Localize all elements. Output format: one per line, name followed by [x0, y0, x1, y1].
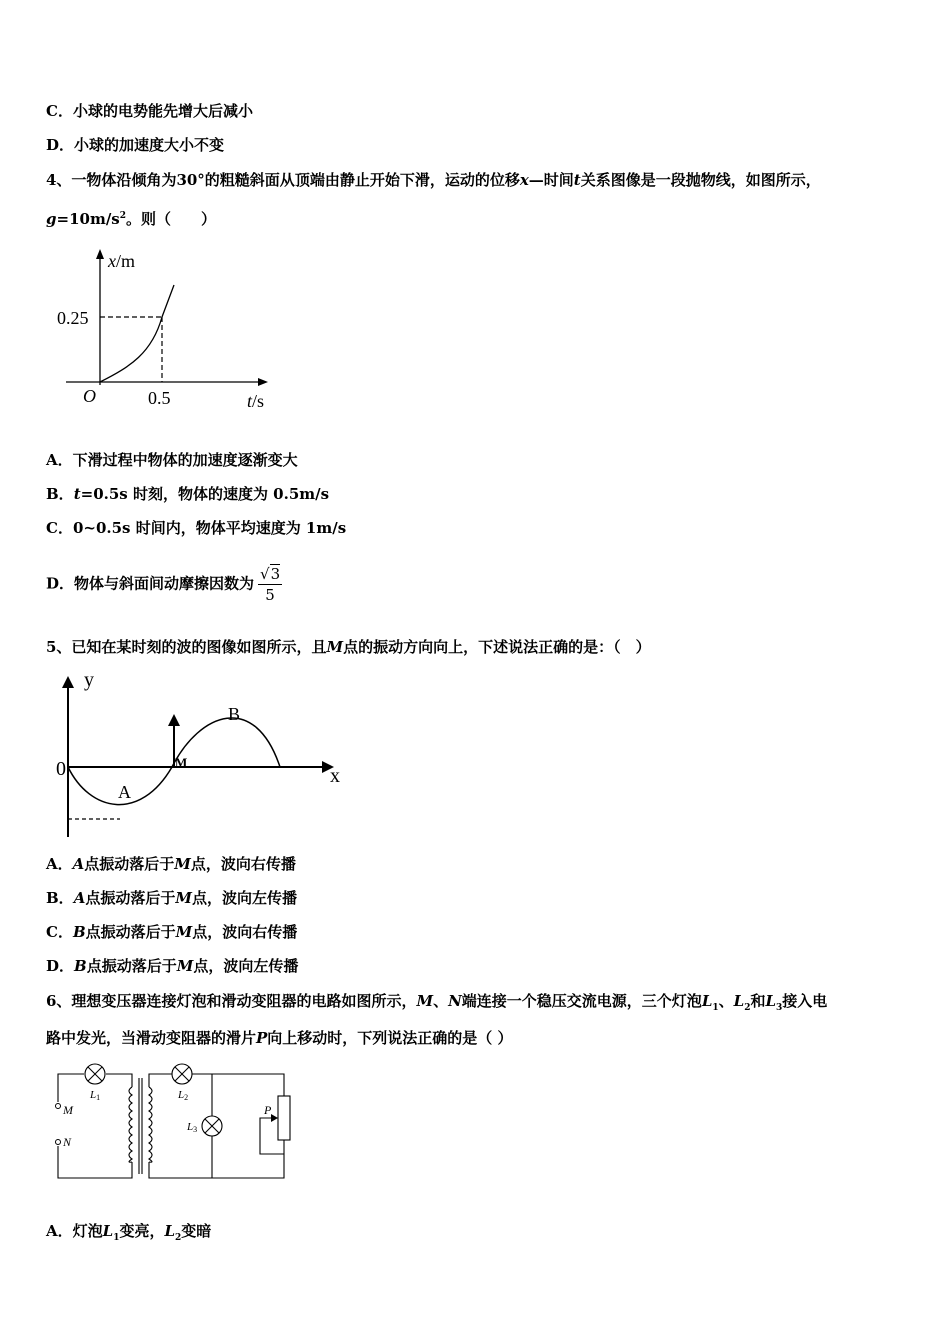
q5-stem-var-m: M — [326, 638, 344, 656]
q4-stem-text: 关系图像是一段抛物线，如图所示， — [580, 171, 821, 189]
q4-stem-var-t: t — [573, 171, 581, 189]
x-axis-label: x — [330, 765, 340, 787]
q4-stem-var-g: g — [46, 210, 57, 228]
lamp-l2-label: L2 — [178, 1089, 189, 1102]
q6-sub: 2 — [744, 1003, 751, 1013]
q5-option-a — [46, 854, 296, 874]
fraction-numerator: √3 — [260, 565, 281, 583]
q6-var-l3: L — [765, 992, 777, 1010]
wire — [58, 1146, 132, 1178]
y-axis-label: x/m — [108, 251, 136, 271]
q4-stem-text: 4、一物体沿倾角为30°的粗糙斜面从顶端由静止开始下滑，运动的位移 — [46, 171, 520, 189]
point-b-label: B — [228, 704, 241, 724]
terminal-n-label: N — [63, 1135, 72, 1149]
up-arrow-icon — [168, 714, 180, 726]
q6-stem-text: 接入电 — [782, 992, 828, 1010]
option-text: A．灯泡 — [46, 1222, 103, 1240]
terminal-n — [56, 1140, 61, 1145]
option-prefix: D． — [46, 957, 75, 975]
q6-var-l1: L — [701, 992, 713, 1010]
x-axis-arrow-icon — [258, 378, 268, 386]
q3-option-c: C．小球的电势能先增大后减小 — [46, 102, 253, 120]
q6-circuit-diagram — [42, 1062, 302, 1190]
fraction — [258, 564, 282, 605]
origin-label: O — [83, 386, 96, 406]
x-tick-label: 0.5 — [148, 388, 171, 408]
terminal-m-label: M — [63, 1103, 73, 1117]
q5-option-b — [46, 888, 297, 908]
option-point: A — [73, 889, 86, 907]
option-prefix: B． — [46, 485, 74, 503]
option-var-t: t — [73, 485, 81, 503]
option-text: 点振动落后于 — [84, 855, 175, 873]
point-a-label: A — [118, 782, 131, 802]
option-text: 变暗 — [181, 1222, 212, 1240]
y-tick-label: 0.25 — [57, 308, 89, 328]
slider-p-label: P — [264, 1103, 272, 1117]
terminal-m — [56, 1104, 61, 1109]
point-m-label: M — [175, 755, 188, 770]
q6-stem-text: 、 — [718, 992, 734, 1010]
option-point: B — [72, 923, 86, 941]
option-point: A — [72, 855, 85, 873]
q3-option-d: D．小球的加速度大小不变 — [46, 136, 225, 154]
wire — [149, 1140, 284, 1178]
q4-option-c: C．0~0.5s 时间内，物体平均速度为 1m/s — [46, 519, 347, 537]
wire — [149, 1074, 172, 1087]
q6-var-m: M — [416, 992, 434, 1010]
option-point-m: M — [175, 923, 193, 941]
option-point-m: M — [176, 957, 194, 975]
q5-option-d — [46, 956, 298, 976]
lamp-l2-icon — [172, 1064, 192, 1084]
option-point-m: M — [175, 889, 192, 907]
option-prefix: A． — [46, 855, 73, 873]
q4-stem-text: —时间 — [528, 171, 574, 189]
q6-option-a — [46, 1221, 211, 1248]
q4-xt-graph — [50, 245, 280, 415]
q4-stem-line1 — [46, 170, 821, 190]
y-axis-arrow-icon — [62, 676, 74, 688]
q6-var-l2: L — [733, 992, 745, 1010]
q5-stem — [46, 637, 651, 657]
q5-stem-text: 点的振动方向向上，下述说法正确的是：（ ） — [343, 638, 651, 656]
option-text: 点振动落后于 — [85, 923, 176, 941]
q6-stem-text: 向上移动时，下列说法正确的是（ ） — [267, 1029, 513, 1047]
option-text: 点，波向右传播 — [190, 855, 296, 873]
wire — [106, 1074, 132, 1087]
option-text: 变亮， — [119, 1222, 165, 1240]
q4-option-d — [46, 564, 282, 605]
rheostat-slider-wire — [260, 1118, 284, 1154]
option-point-m: M — [174, 855, 191, 873]
option-text: 点，波向右传播 — [192, 923, 298, 941]
option-text: 点，波向左传播 — [193, 957, 299, 975]
q6-stem-line2 — [46, 1028, 513, 1048]
wave-crest — [172, 718, 280, 767]
fraction-denominator: 5 — [265, 586, 275, 604]
sqrt-radicand: 3 — [270, 565, 281, 583]
origin-label: 0 — [56, 758, 66, 780]
q4-option-b — [46, 484, 329, 504]
wire — [58, 1074, 84, 1102]
q6-stem-text: 6、理想变压器连接灯泡和滑动变阻器的电路如图所示， — [46, 992, 417, 1010]
option-text: 点振动落后于 — [86, 957, 177, 975]
q5-stem-text: 5、已知在某时刻的波的图像如图所示，且 — [46, 638, 327, 656]
q4-stem-text: =10m/s — [56, 210, 120, 228]
wire — [192, 1074, 284, 1096]
q6-sub: 3 — [776, 1003, 783, 1013]
option-point: B — [74, 957, 87, 975]
option-text: D．物体与斜面间动摩擦因数为 — [46, 574, 255, 593]
option-var-l2: L — [164, 1222, 176, 1240]
q4-stem-line2 — [46, 206, 216, 229]
q5-option-c — [46, 922, 297, 942]
option-prefix: B． — [46, 889, 74, 907]
q6-stem-text: 端连接一个稳压交流电源，三个灯泡 — [461, 992, 702, 1010]
y-axis-label: y — [84, 672, 94, 691]
q4-stem-var-x: x — [519, 171, 529, 189]
parabola-curve — [100, 285, 174, 382]
option-sub: 1 — [113, 1233, 120, 1243]
q6-stem-text: 路中发光，当滑动变阻器的滑片 — [46, 1029, 257, 1047]
lamp-l1-icon — [85, 1064, 105, 1084]
lamp-l3-label: L3 — [187, 1121, 198, 1134]
option-text: 点，波向左传播 — [191, 889, 297, 907]
q4-stem-text: 。则（ ） — [126, 210, 217, 228]
y-axis-arrow-icon — [96, 249, 104, 259]
q5-wave-graph — [50, 672, 350, 842]
q4-option-a: A．下滑过程中物体的加速度逐渐变大 — [46, 451, 298, 469]
x-axis-label: t/s — [247, 391, 265, 411]
q4-stem-sup: 2 — [119, 211, 127, 221]
lamp-l3-icon — [202, 1116, 222, 1136]
q6-stem-line1 — [46, 991, 827, 1018]
primary-coil — [129, 1087, 132, 1162]
option-var-l1: L — [102, 1222, 114, 1240]
option-sub: 2 — [175, 1233, 182, 1243]
q6-var-n: N — [448, 992, 462, 1010]
q6-stem-text: 、 — [433, 992, 449, 1010]
q6-sub: 1 — [712, 1003, 719, 1013]
rheostat — [278, 1096, 290, 1140]
option-prefix: C． — [46, 923, 73, 941]
option-text: 点振动落后于 — [85, 889, 176, 907]
slider-arrow-icon — [271, 1114, 278, 1122]
lamp-l1-label: L1 — [90, 1089, 101, 1102]
q6-var-p: P — [256, 1029, 268, 1047]
secondary-coil — [149, 1087, 152, 1162]
q6-stem-text: 和 — [750, 992, 766, 1010]
option-text: =0.5s 时刻，物体的速度为 0.5m/s — [80, 485, 330, 503]
